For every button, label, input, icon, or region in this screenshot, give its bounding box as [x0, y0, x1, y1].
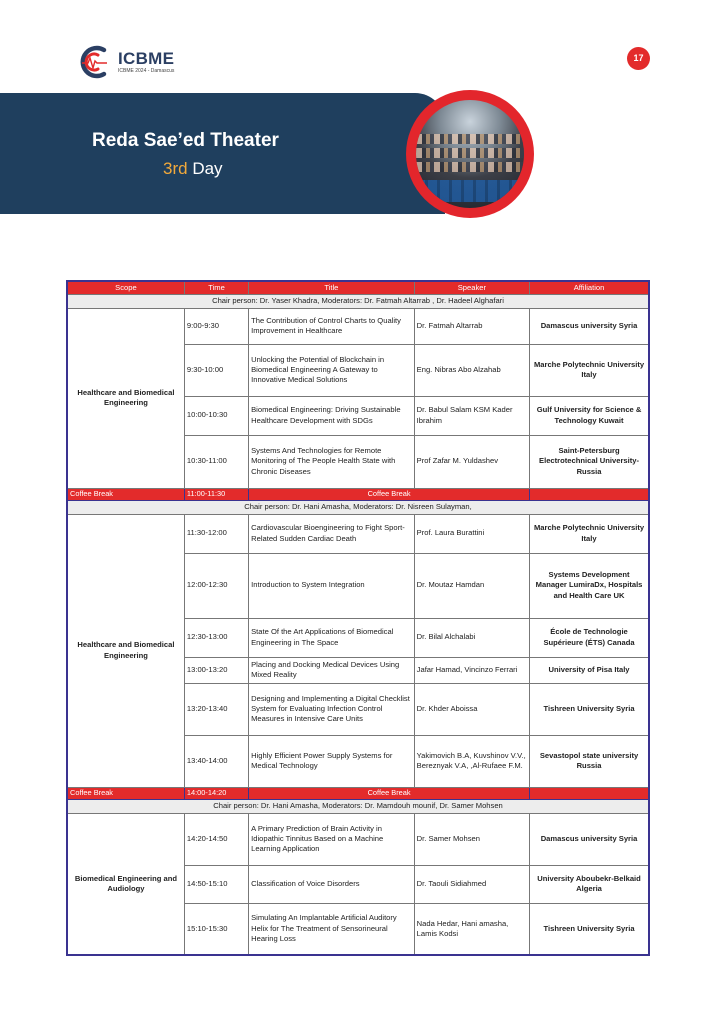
speaker-cell: Eng. Nibras Abo Alzahab — [414, 344, 529, 396]
time-cell: 12:30-13:00 — [184, 618, 248, 657]
affiliation-cell: University of Pisa Italy — [530, 657, 649, 683]
break-center-label: Coffee Break — [249, 488, 530, 500]
break-label: Coffee Break — [67, 787, 184, 799]
speaker-cell: Dr. Khder Aboissa — [414, 683, 529, 735]
coffee-break-row — [67, 787, 649, 799]
break-time: 14:00-14:20 — [184, 787, 248, 799]
time-cell: 9:30-10:00 — [184, 344, 248, 396]
break-center-label: Coffee Break — [249, 787, 530, 799]
title-cell: Biomedical Engineering: Driving Sustainable Healthcare Development with SDGs — [249, 396, 415, 435]
coffee-break-row — [67, 488, 649, 500]
speaker-cell: Dr. Fatmah Altarrab — [414, 308, 529, 344]
title-cell: Unlocking the Potential of Blockchain in Biomedical Engineering A Gateway to Innovative Medical Solutions — [249, 344, 415, 396]
time-cell: 14:50-15:10 — [184, 865, 248, 903]
speaker-cell: Jafar Hamad, Vincinzo Ferrari — [414, 657, 529, 683]
title-banner — [0, 93, 445, 214]
break-time: 11:00-11:30 — [184, 488, 248, 500]
time-cell: 15:10-15:30 — [184, 903, 248, 955]
banner-day — [163, 159, 223, 179]
speaker-cell: Dr. Moutaz Hamdan — [414, 553, 529, 618]
table-row — [67, 308, 649, 344]
title-cell: The Contribution of Control Charts to Quality Improvement in Healthcare — [249, 308, 415, 344]
time-cell: 10:00-10:30 — [184, 396, 248, 435]
break-label: Coffee Break — [67, 488, 184, 500]
table-header-row — [67, 281, 649, 294]
speaker-cell: Prof Zafar M. Yuldashev — [414, 435, 529, 488]
affiliation-cell: Tishreen University Syria — [530, 683, 649, 735]
table-row — [67, 514, 649, 553]
speaker-cell: Dr. Taouli Sidiahmed — [414, 865, 529, 903]
speaker-cell: Nada Hedar, Hani amasha, Lamis Kodsi — [414, 903, 529, 955]
scope-cell: Healthcare and Biomedical Engineering — [67, 308, 184, 488]
speaker-cell: Dr. Samer Mohsen — [414, 813, 529, 865]
affiliation-cell: Saint-Petersburg Electrotechnical University- Russia — [530, 435, 649, 488]
logo — [74, 42, 174, 82]
title-cell: A Primary Prediction of Brain Activity in Idiopathic Tinnitus Based on a Machine Learning Application — [249, 813, 415, 865]
speaker-cell: Dr. Babul Salam KSM Kader Ibrahim — [414, 396, 529, 435]
header-scope: Scope — [67, 281, 184, 294]
affiliation-cell: École de Technologie Supérieure (ÉTS) Canada — [530, 618, 649, 657]
affiliation-cell: Systems Development Manager LumiraDx, Hospitals and Health Care UK — [530, 553, 649, 618]
schedule-table — [66, 280, 650, 956]
header-affiliation: Affiliation — [530, 281, 649, 294]
time-cell: 13:00-13:20 — [184, 657, 248, 683]
scope-cell: Healthcare and Biomedical Engineering — [67, 514, 184, 787]
title-cell: Classification of Voice Disorders — [249, 865, 415, 903]
title-cell: Introduction to System Integration — [249, 553, 415, 618]
banner-title: Reda Sae’ed Theater — [92, 130, 279, 151]
affiliation-cell: Tishreen University Syria — [530, 903, 649, 955]
title-cell: State Of the Art Applications of Biomedical Engineering in The Space — [249, 618, 415, 657]
speaker-cell: Dr. Bilal Alchalabi — [414, 618, 529, 657]
table-row — [67, 813, 649, 865]
title-cell: Highly Efficient Power Supply Systems for Medical Technology — [249, 735, 415, 787]
title-cell: Cardiovascular Bioengineering to Fight Sport-Related Sudden Cardiac Death — [249, 514, 415, 553]
page-number-badge: 17 — [627, 47, 650, 70]
chair-row: Chair person: Dr. Hani Amasha, Moderators: Dr. Nisreen Sulayman, — [67, 500, 649, 514]
time-cell: 13:40-14:00 — [184, 735, 248, 787]
affiliation-cell: Gulf University for Science & Technology Kuwait — [530, 396, 649, 435]
audience-photo — [416, 100, 524, 208]
title-cell: Designing and Implementing a Digital Checklist System for Evaluating Infection Control Measures in Intensive Care Units — [249, 683, 415, 735]
affiliation-cell: University Aboubekr-Belkaid Algeria — [530, 865, 649, 903]
logo-subtitle: ICBME 2024 - Damascus — [118, 68, 175, 74]
time-cell: 11:30-12:00 — [184, 514, 248, 553]
affiliation-cell: Sevastopol state university Russia — [530, 735, 649, 787]
chair-row: Chair person: Dr. Hani Amasha, Moderators: Dr. Mamdouh mounif, Dr. Samer Mohsen — [67, 799, 649, 813]
time-cell: 9:00-9:30 — [184, 308, 248, 344]
header-speaker: Speaker — [414, 281, 529, 294]
logo-name: ICBME — [118, 49, 175, 68]
affiliation-cell: Marche Polytechnic University Italy — [530, 344, 649, 396]
affiliation-cell: Damascus university Syria — [530, 813, 649, 865]
day-word: Day — [192, 159, 223, 178]
affiliation-cell: Marche Polytechnic University Italy — [530, 514, 649, 553]
title-cell: Systems And Technologies for Remote Monitoring of The People Health State with Chronic Diseases — [249, 435, 415, 488]
header-time: Time — [184, 281, 248, 294]
title-cell: Simulating An Implantable Artificial Auditory Helix for The Treatment of Sensorineural Hearing Loss — [249, 903, 415, 955]
logo-mark-icon — [74, 42, 114, 82]
time-cell: 13:20-13:40 — [184, 683, 248, 735]
speaker-cell: Yakimovich B.A, Kuvshinov V.V., Bereznyak V.A, ,Al-Rufaee F.M. — [414, 735, 529, 787]
day-number: 3rd — [163, 159, 188, 178]
time-cell: 12:00-12:30 — [184, 553, 248, 618]
time-cell: 14:20-14:50 — [184, 813, 248, 865]
affiliation-cell: Damascus university Syria — [530, 308, 649, 344]
title-cell: Placing and Docking Medical Devices Using Mixed Reality — [249, 657, 415, 683]
header-title: Title — [249, 281, 415, 294]
scope-cell: Biomedical Engineering and Audiology — [67, 813, 184, 955]
time-cell: 10:30-11:00 — [184, 435, 248, 488]
speaker-cell: Prof. Laura Burattini — [414, 514, 529, 553]
chair-row: Chair person: Dr. Yaser Khadra, Moderators: Dr. Fatmah Altarrab , Dr. Hadeel Alghafari — [67, 294, 649, 308]
